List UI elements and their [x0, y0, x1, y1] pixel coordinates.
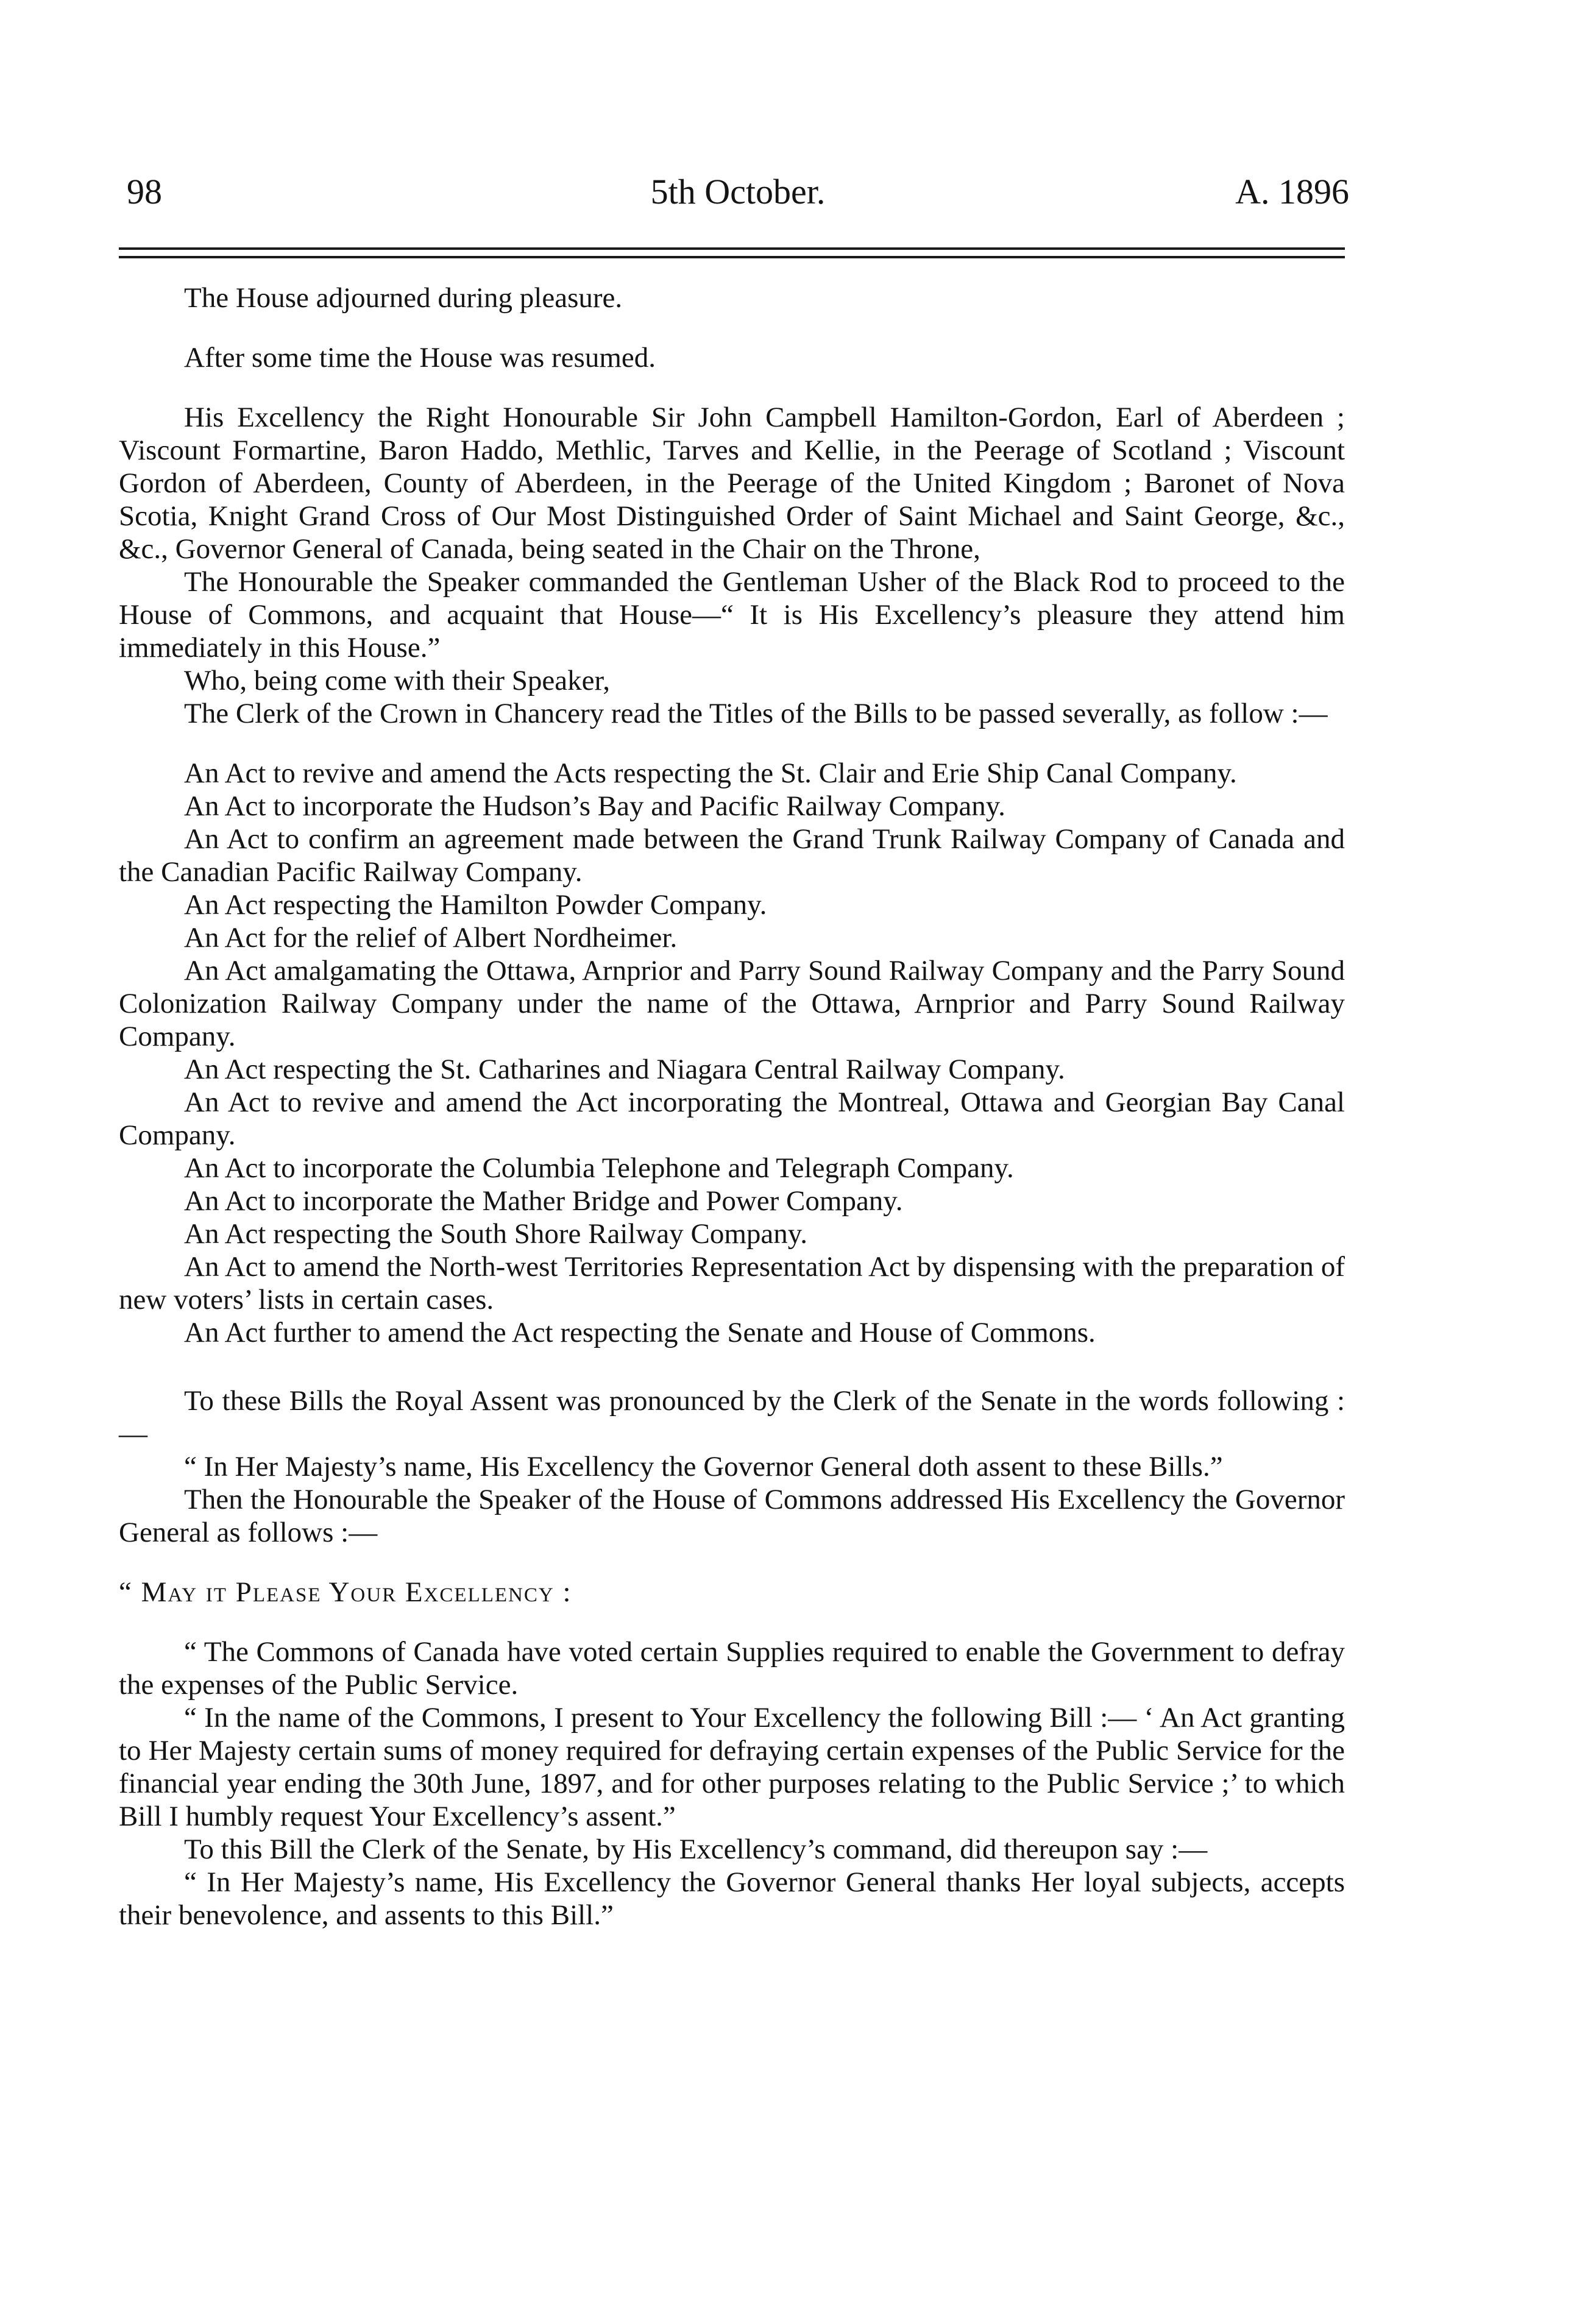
list-item: An Act to revive and amend the Acts respecting the St. Clair and Erie Ship Canal Company. [184, 757, 1237, 789]
list-item: An Act to confirm an agreement made between the Grand Trunk Railway Company of Canada and the Canadian Pacific Railway Company. [119, 823, 1345, 888]
paragraph-resumed: After some time the House was resumed. [184, 342, 656, 374]
paragraph-adjourned: The House adjourned during pleasure. [184, 282, 623, 314]
list-item: An Act respecting the South Shore Railway Company. [184, 1218, 807, 1250]
paragraph-clerk-reads: The Clerk of the Crown in Chancery read the Titles of the Bills to be passed severally, as follow :— [184, 698, 1328, 729]
journal-body [119, 282, 1345, 1932]
list-item: An Act further to amend the Act respecting the Senate and House of Commons. [184, 1317, 1096, 1348]
list-item: An Act for the relief of Albert Nordheimer. [184, 922, 678, 954]
list-item: An Act amalgamating the Ottawa, Arnprior and Parry Sound Railway Company and the Parry Sound Colonization Railway Company under the name of the Ottawa, Arnprior and Parry Sound Railway Company. [119, 955, 1345, 1052]
list-item: An Act to amend the North-west Territories Representation Act by dispensing with the preparation of new voters’ lists in certain cases. [119, 1251, 1345, 1316]
paragraph-governor-general: His Excellency the Right Honourable Sir John Campbell Hamilton-Gordon, Earl of Aberdeen ; Viscount Formartine, Baron Haddo, Methlic, Tarves and Kellie, in the Peerage of Scotland ; Viscount Gordon of Aberdeen, County of Aberdeen, in the Peerage of the United Kingdom ; Baronet of Nova Scotia, Knight Grand Cross of Our Most Distinguished Order of Saint Michael and Saint George, &c., &c., Governor General of Canada, being seated in the Chair on the Throne, [119, 402, 1345, 565]
address-heading: “ May it Please Your Excellency : [119, 1576, 572, 1608]
paragraph-speaker-addresses: Then the Honourable the Speaker of the House of Commons addressed His Excellency the Governor General as follows :— [119, 1484, 1345, 1548]
paragraph-supplies: “ The Commons of Canada have voted certain Supplies required to enable the Government to defray the expenses of the Public Service. [119, 1636, 1345, 1701]
list-item: An Act respecting the Hamilton Powder Company. [184, 889, 767, 921]
paragraph-speaker-arrives: Who, being come with their Speaker, [184, 665, 610, 696]
bill-titles-list [119, 757, 1345, 1349]
paragraph-royal-assent: To these Bills the Royal Assent was pronounced by the Clerk of the Senate in the words following :— [119, 1385, 1345, 1450]
header-rule-bottom [119, 256, 1345, 258]
header-rule-top [119, 247, 1345, 250]
header-year: A. 1896 [1235, 172, 1349, 211]
page-header [127, 165, 1349, 219]
header-date: 5th October. [650, 172, 826, 211]
list-item: An Act respecting the St. Catharines and Niagara Central Railway Company. [184, 1054, 1065, 1085]
list-item: An Act to revive and amend the Act incorporating the Montreal, Ottawa and Georgian Bay Canal Company. [119, 1086, 1345, 1151]
list-item: An Act to incorporate the Mather Bridge and Power Company. [184, 1185, 903, 1217]
paragraph-clerk-say: To this Bill the Clerk of the Senate, by His Excellency’s command, did thereupon say :— [184, 1833, 1208, 1865]
paragraph-present-bill: “ In the name of the Commons, I present to Your Excellency the following Bill :— ‘ An Act granting to Her Majesty certain sums of money required for defraying certain expenses of the Public Service for the financial year ending the 30th June, 1897, and for other purposes relating to the Public Service ;’ to which Bill I humbly request Your Excellency’s assent.” [119, 1702, 1345, 1832]
paragraph-thanks: “ In Her Majesty’s name, His Excellency the Governor General thanks Her loyal subjects, accepts their benevolence, and assents to this Bill.” [119, 1866, 1345, 1931]
page-number: 98 [127, 172, 162, 211]
paragraph-black-rod: The Honourable the Speaker commanded the Gentleman Usher of the Black Rod to proceed to the House of Commons, and acquaint that House—“ It is His Excellency’s pleasure they attend him immediately in this House.” [119, 566, 1345, 664]
paragraph-assent-words: “ In Her Majesty’s name, His Excellency the Governor General doth assent to these Bills.” [184, 1451, 1223, 1483]
list-item: An Act to incorporate the Columbia Telephone and Telegraph Company. [184, 1152, 1014, 1184]
list-item: An Act to incorporate the Hudson’s Bay and Pacific Railway Company. [184, 790, 1005, 822]
